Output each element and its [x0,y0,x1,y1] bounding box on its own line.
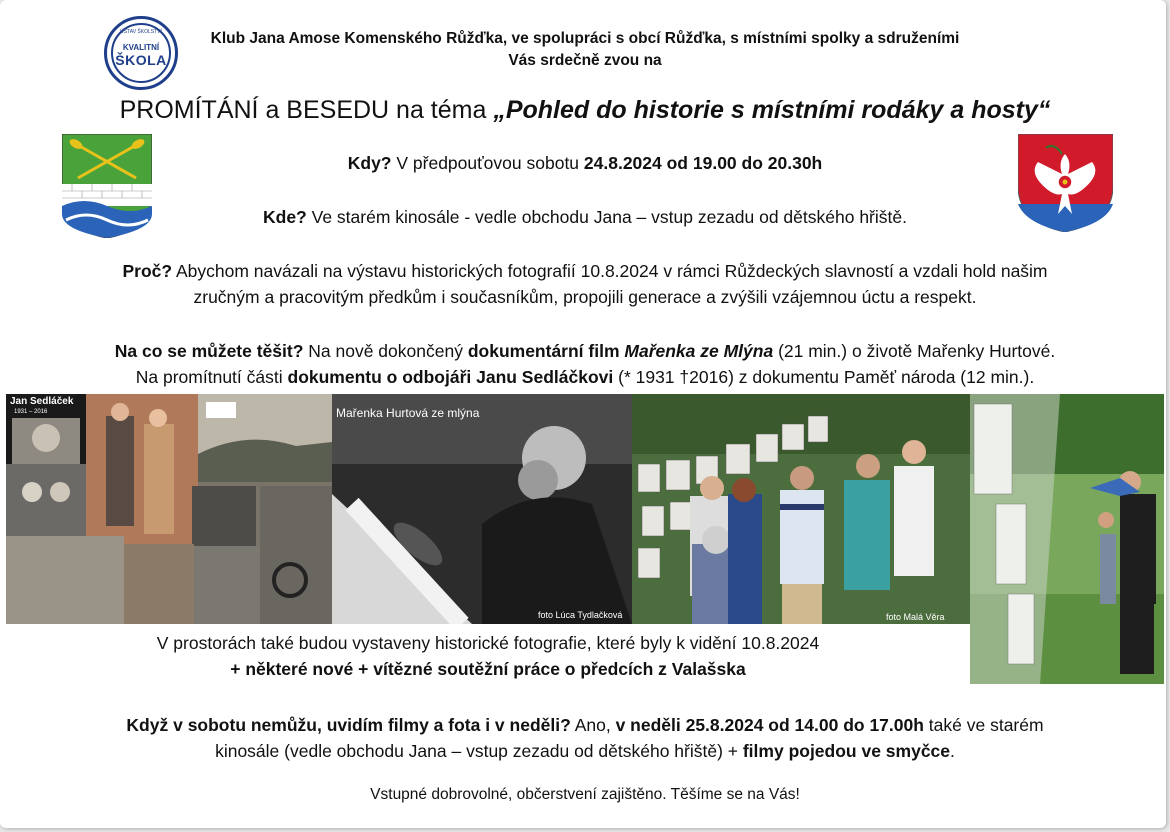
panels-graphic [970,394,1164,684]
invite-line: Vás srdečně zvou na [508,52,662,69]
sunday-period: . [950,741,955,761]
program-text-2a: Na promítnutí části [135,367,288,387]
exhibition-credit: foto Malá Věra [886,612,945,622]
marenka-caption: Mařenka Hurtová ze mlýna [336,406,480,420]
logo-word-2: ŠKOLA [115,52,167,68]
sedlacek-name-label: Jan Sedláček [10,396,74,407]
when-line [150,150,1020,176]
sunday-datetime: v neděli 25.8.2024 od 14.00 do 17.00h [615,715,924,735]
sunday-question: Když v sobotu nemůžu, uvidím filmy a fota i v neděli? [126,715,571,735]
program-label: Na co se můžete těšit? [114,341,304,361]
program-text-e: (21 min.) o životě Mařenky Hurtové. [773,341,1056,361]
where-label: Kde? [263,207,307,227]
program-text-a: Na nově dokončený [303,341,468,361]
sunday-text-d: kinosále (vedle obchodu Jana – vstup zezadu od dětského hřiště) + [215,741,743,761]
sunday-text-a: Ano, [570,715,616,735]
sunday-paragraph [20,712,1150,764]
marenka-credit: foto Lúca Tydlačková [538,610,623,620]
logo-word-1: KVALITNÍ [122,43,160,52]
program-documentary: dokumentu o odbojáři Janu Sedláčkovi [287,367,614,387]
when-text: V předpouťovou sobotu [391,153,584,173]
photo-collage-jan-sedlacek [6,394,332,624]
collage-graphic [6,394,332,624]
footer-note: Vstupné dobrovolné, občerstvení zajištěno. Těšíme se na Vás! [370,786,800,803]
exhibit-line-2: + některé nové + vítězné soutěžní práce o předcích z Valašska [230,659,746,679]
event-title [60,96,1110,125]
where-text: Ve starém kinosále - vedle obchodu Jana – vstup zezadu od dětského hřiště. [306,207,907,227]
exhibition-graphic [632,394,970,624]
marenka-graphic [332,394,632,624]
coat-of-arms-dove-right [1018,134,1113,232]
sunday-text-c: také ve starém [923,715,1044,735]
photo-marenka-hurtova [332,394,632,624]
where-line [150,204,1020,230]
ruzdka-coat-of-arms-left [62,134,152,238]
why-line-2: zručným a pracovitým předkům i současníkům, propojili generace a zvýšili vzájemnou úctu a respekt. [193,287,977,307]
photo-outdoor-panels [970,394,1164,684]
program-paragraph [20,338,1150,390]
why-label: Proč? [122,261,173,281]
when-datetime: 24.8.2024 od 19.00 do 20.30h [583,153,823,173]
why-line-1: Abychom navázali na výstavu historických fotografií 10.8.2024 v rámci Růždeckých slavností a vzdali hold našim [172,261,1048,281]
program-text-2c: (* 1931 †2016) z dokumentu Paměť národa (12 min.). [613,367,1035,387]
photo-exhibition-crowd [632,394,970,624]
program-film-type: dokumentární film [467,341,620,361]
when-label: Kdy? [347,153,392,173]
organizer-line: Klub Jana Amose Komenského Růžďka, ve spolupráci s obcí Růžďka, s místními spolky a sdruženími [210,30,960,47]
sunday-loop-note: filmy pojedou ve smyčce [742,741,951,761]
exhibit-paragraph [6,630,970,682]
why-paragraph [20,258,1150,310]
program-film-title: Mařenka ze Mlýna [624,341,774,361]
title-prefix: PROMÍTÁNÍ a BESEDU na téma [119,96,494,124]
sedlacek-years-label: 1931 – 2016 [14,409,48,415]
logo-small-text: ÚSTAV ŠKOLSTVÍ [120,29,162,35]
exhibit-line-1: V prostorách také budou vystaveny historické fotografie, které byly k vidění 10.8.2024 [156,633,820,653]
title-topic: „Pohled do historie s místními rodáky a hosty“ [493,96,1051,124]
